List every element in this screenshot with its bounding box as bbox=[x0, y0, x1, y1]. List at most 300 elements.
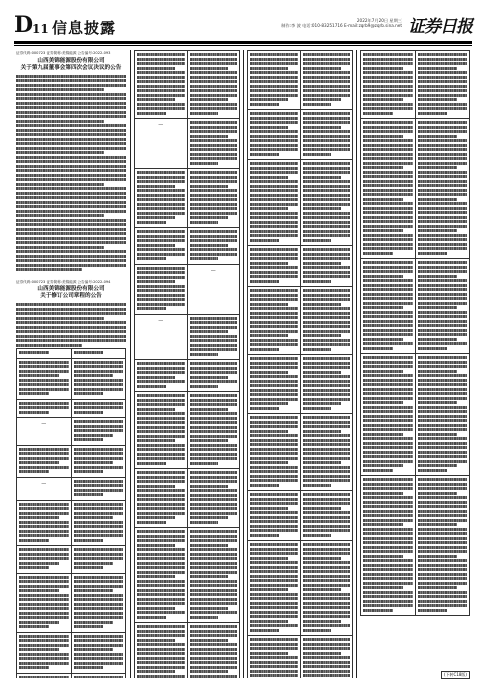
text-line bbox=[19, 644, 69, 647]
text-line bbox=[190, 207, 238, 210]
text-line bbox=[303, 643, 351, 646]
text-line bbox=[137, 230, 185, 233]
text-line bbox=[137, 648, 185, 651]
text-line bbox=[190, 80, 238, 83]
text-line bbox=[418, 234, 468, 237]
text-line bbox=[363, 604, 413, 607]
text-line bbox=[303, 534, 332, 537]
text-line bbox=[250, 434, 298, 437]
text-line bbox=[303, 484, 332, 487]
text-line bbox=[137, 112, 166, 115]
text-line bbox=[74, 612, 124, 615]
text-line bbox=[363, 135, 403, 138]
text-line bbox=[16, 138, 126, 141]
text-line bbox=[19, 589, 59, 592]
text-line bbox=[190, 584, 238, 587]
table-row bbox=[248, 287, 352, 355]
text-line bbox=[303, 189, 351, 192]
text-line bbox=[19, 607, 69, 610]
text-line bbox=[363, 130, 413, 133]
text-line bbox=[137, 244, 175, 247]
text-line bbox=[363, 582, 413, 585]
text-line bbox=[418, 519, 468, 522]
announcement-id-line: 证券代码:000723 证券简称:美锦能源 公告编号:2022-094 bbox=[16, 279, 111, 284]
text-line bbox=[250, 511, 298, 514]
text-line bbox=[303, 144, 351, 147]
text-line bbox=[303, 393, 351, 396]
text-line bbox=[190, 71, 238, 74]
text-line bbox=[137, 62, 185, 65]
text-line bbox=[418, 53, 468, 56]
text-line bbox=[363, 356, 413, 359]
text-line bbox=[16, 237, 126, 240]
text-line bbox=[137, 611, 185, 614]
text-line bbox=[250, 461, 288, 464]
text-line bbox=[190, 607, 228, 610]
text-line bbox=[19, 621, 59, 624]
text-line bbox=[74, 470, 104, 473]
text-line bbox=[190, 616, 219, 619]
text-line bbox=[137, 575, 175, 578]
text-line bbox=[418, 397, 468, 400]
text-line bbox=[74, 594, 124, 597]
text-line bbox=[418, 211, 468, 214]
text-line bbox=[16, 205, 126, 208]
text-line bbox=[16, 88, 104, 91]
text-line bbox=[19, 530, 69, 533]
text-line bbox=[250, 266, 298, 269]
text-line bbox=[250, 103, 279, 106]
text-line bbox=[190, 476, 238, 479]
text-line bbox=[303, 330, 351, 333]
text-line bbox=[418, 446, 468, 449]
text-line bbox=[250, 316, 298, 319]
column-divider bbox=[356, 50, 357, 678]
text-line bbox=[363, 492, 403, 495]
text-line bbox=[418, 356, 468, 359]
text-line bbox=[363, 202, 413, 205]
text-line bbox=[303, 570, 351, 573]
text-line bbox=[303, 430, 341, 433]
text-line bbox=[363, 451, 413, 454]
text-line bbox=[19, 548, 69, 551]
text-line bbox=[74, 653, 124, 656]
text-line bbox=[363, 333, 413, 336]
text-line bbox=[250, 615, 298, 618]
text-line bbox=[250, 457, 298, 460]
text-line bbox=[363, 157, 413, 160]
text-line bbox=[418, 266, 468, 269]
text-line bbox=[250, 624, 298, 627]
text-line bbox=[16, 151, 104, 154]
text-line bbox=[363, 586, 403, 589]
text-line bbox=[363, 67, 403, 70]
text-line bbox=[74, 548, 124, 551]
text-line bbox=[303, 176, 341, 179]
text-line bbox=[137, 235, 185, 238]
text-line bbox=[250, 221, 298, 224]
text-line bbox=[303, 647, 351, 650]
text-line bbox=[137, 307, 166, 310]
text-line bbox=[418, 329, 468, 332]
text-line bbox=[250, 130, 298, 133]
text-line bbox=[363, 220, 413, 223]
text-line bbox=[74, 370, 124, 373]
text-line bbox=[137, 480, 185, 483]
text-line bbox=[137, 408, 175, 411]
text-line bbox=[363, 98, 403, 101]
text-line bbox=[250, 588, 288, 591]
text-line bbox=[303, 67, 341, 70]
text-line bbox=[363, 523, 403, 526]
text-line bbox=[190, 139, 238, 142]
text-line bbox=[418, 139, 468, 142]
text-line bbox=[303, 511, 351, 514]
text-line bbox=[190, 598, 238, 601]
text-line bbox=[250, 575, 298, 578]
text-line bbox=[137, 516, 175, 519]
text-line bbox=[190, 566, 238, 569]
text-line bbox=[363, 568, 413, 571]
text-line bbox=[418, 361, 468, 364]
text-line bbox=[190, 194, 238, 197]
text-line bbox=[16, 335, 126, 338]
text-line bbox=[303, 407, 332, 410]
text-line bbox=[137, 376, 175, 379]
text-line bbox=[250, 94, 298, 97]
text-line bbox=[418, 564, 468, 567]
text-line bbox=[418, 107, 468, 110]
text-line bbox=[250, 375, 298, 378]
table-row bbox=[135, 169, 239, 228]
text-line bbox=[303, 253, 351, 256]
text-line bbox=[303, 85, 351, 88]
text-line bbox=[16, 102, 126, 105]
text-line bbox=[250, 298, 298, 301]
text-line bbox=[19, 461, 59, 464]
text-line bbox=[16, 250, 126, 253]
text-line bbox=[137, 666, 185, 669]
text-line bbox=[74, 530, 124, 533]
text-line bbox=[250, 534, 279, 537]
text-line bbox=[19, 402, 69, 405]
text-line bbox=[418, 568, 468, 571]
text-line bbox=[250, 389, 298, 392]
text-line bbox=[418, 464, 458, 467]
text-line bbox=[250, 602, 298, 605]
text-line bbox=[418, 135, 458, 138]
text-line bbox=[418, 98, 458, 101]
text-line bbox=[19, 566, 49, 569]
text-line bbox=[363, 505, 413, 508]
text-line bbox=[137, 248, 185, 251]
text-line bbox=[363, 315, 413, 318]
text-line bbox=[137, 602, 185, 605]
text-line bbox=[16, 339, 126, 342]
table-row bbox=[248, 491, 352, 541]
text-line bbox=[418, 419, 468, 422]
text-line bbox=[250, 493, 298, 496]
text-line bbox=[363, 302, 413, 305]
text-line bbox=[363, 234, 413, 237]
text-line bbox=[303, 216, 351, 219]
text-line bbox=[303, 257, 351, 260]
text-line bbox=[19, 452, 69, 455]
text-line bbox=[74, 365, 124, 368]
table-row bbox=[135, 119, 239, 169]
text-line bbox=[137, 107, 185, 110]
text-line bbox=[190, 548, 238, 551]
text-line bbox=[250, 126, 288, 129]
text-line bbox=[418, 229, 458, 232]
text-line bbox=[190, 335, 238, 338]
text-line bbox=[303, 212, 351, 215]
text-line bbox=[303, 475, 351, 478]
text-line bbox=[250, 638, 298, 641]
text-line bbox=[250, 89, 298, 92]
text-line bbox=[19, 580, 69, 583]
text-line bbox=[418, 442, 468, 445]
text-line bbox=[250, 452, 298, 455]
text-line bbox=[363, 424, 413, 427]
text-line bbox=[418, 279, 468, 282]
text-line bbox=[19, 585, 69, 588]
text-line bbox=[363, 564, 413, 567]
text-line bbox=[418, 247, 468, 250]
text-line bbox=[363, 478, 413, 481]
text-line bbox=[190, 412, 238, 415]
text-line bbox=[418, 180, 468, 183]
text-line bbox=[418, 415, 468, 418]
text-line bbox=[190, 516, 228, 519]
text-line bbox=[137, 643, 185, 646]
text-line bbox=[190, 135, 228, 138]
text-line bbox=[303, 112, 351, 115]
text-line bbox=[363, 320, 413, 323]
text-line bbox=[303, 584, 351, 587]
text-line bbox=[250, 167, 298, 170]
text-line bbox=[363, 189, 413, 192]
text-line bbox=[250, 479, 298, 482]
text-line bbox=[137, 652, 185, 655]
text-line bbox=[190, 675, 238, 678]
text-line bbox=[418, 401, 458, 404]
text-line bbox=[250, 271, 298, 274]
text-line bbox=[250, 357, 298, 360]
text-line bbox=[19, 603, 69, 606]
text-line bbox=[250, 76, 298, 79]
text-line bbox=[418, 148, 468, 151]
text-line bbox=[418, 94, 468, 97]
text-line bbox=[250, 502, 298, 505]
text-line bbox=[190, 253, 238, 256]
text-line bbox=[19, 512, 69, 515]
text-line bbox=[137, 593, 185, 596]
text-line bbox=[363, 550, 413, 553]
text-line bbox=[250, 543, 298, 546]
text-line bbox=[16, 223, 126, 226]
text-line bbox=[137, 285, 185, 288]
text-line bbox=[418, 58, 468, 61]
text-line bbox=[74, 512, 124, 515]
text-line bbox=[303, 221, 351, 224]
text-line bbox=[137, 584, 185, 587]
text-line bbox=[418, 293, 468, 296]
text-line bbox=[418, 577, 468, 580]
text-line bbox=[74, 429, 124, 432]
text-line bbox=[363, 198, 403, 201]
text-line bbox=[363, 225, 413, 228]
text-line bbox=[303, 357, 351, 360]
text-line bbox=[418, 365, 468, 368]
text-line bbox=[303, 339, 351, 342]
amendment-table bbox=[134, 50, 240, 678]
text-line bbox=[250, 520, 298, 523]
text-line bbox=[250, 470, 298, 473]
text-line bbox=[418, 220, 468, 223]
text-line bbox=[137, 539, 185, 542]
continued-tag: (下转C18版) bbox=[441, 671, 470, 679]
text-line bbox=[250, 62, 298, 65]
text-line bbox=[418, 85, 468, 88]
text-line bbox=[190, 408, 228, 411]
text-line bbox=[74, 666, 104, 669]
text-line bbox=[137, 98, 175, 101]
text-line bbox=[418, 388, 468, 391]
text-line bbox=[418, 103, 468, 106]
text-line bbox=[190, 562, 238, 565]
masthead bbox=[14, 14, 472, 40]
text-line bbox=[418, 126, 468, 129]
text-line bbox=[250, 430, 288, 433]
text-line bbox=[74, 484, 124, 487]
text-line bbox=[418, 528, 468, 531]
text-line bbox=[303, 316, 351, 319]
text-line bbox=[74, 493, 104, 496]
text-line bbox=[16, 93, 126, 96]
text-line bbox=[16, 174, 126, 177]
text-line bbox=[303, 588, 341, 591]
text-line bbox=[137, 457, 185, 460]
text-line bbox=[190, 185, 228, 188]
text-line bbox=[363, 501, 413, 504]
text-line bbox=[250, 85, 298, 88]
text-line bbox=[19, 406, 69, 409]
text-line bbox=[190, 571, 238, 574]
text-line bbox=[303, 153, 332, 156]
text-line bbox=[250, 307, 298, 310]
text-line bbox=[418, 591, 468, 594]
text-line bbox=[137, 634, 185, 637]
text-line bbox=[418, 130, 468, 133]
table-row bbox=[135, 469, 239, 528]
text-line bbox=[363, 162, 413, 165]
text-line bbox=[418, 320, 468, 323]
text-line bbox=[418, 586, 458, 589]
text-line bbox=[418, 451, 468, 454]
text-line bbox=[190, 162, 219, 165]
text-line bbox=[250, 348, 279, 351]
text-line bbox=[363, 342, 413, 345]
text-line bbox=[418, 76, 468, 79]
text-line bbox=[137, 630, 185, 633]
text-line bbox=[303, 624, 351, 627]
text-line bbox=[19, 662, 69, 665]
text-line bbox=[303, 498, 351, 501]
text-line bbox=[363, 437, 413, 440]
text-line bbox=[250, 248, 298, 251]
text-line bbox=[190, 348, 238, 351]
text-line bbox=[250, 597, 298, 600]
announcement-company: 山西美锦能源股份有限公司 bbox=[37, 57, 105, 64]
text-line bbox=[250, 216, 298, 219]
text-line bbox=[250, 629, 279, 632]
text-line bbox=[418, 297, 468, 300]
text-line bbox=[137, 548, 185, 551]
text-line bbox=[363, 297, 413, 300]
text-line bbox=[363, 329, 413, 332]
text-line bbox=[363, 238, 413, 241]
table-row bbox=[248, 160, 352, 246]
text-line bbox=[250, 439, 298, 442]
text-line bbox=[16, 79, 126, 82]
text-line bbox=[250, 289, 298, 292]
text-line bbox=[363, 365, 413, 368]
text-line bbox=[418, 410, 468, 413]
text-line bbox=[190, 76, 238, 79]
text-line bbox=[190, 85, 238, 88]
text-line bbox=[137, 367, 185, 370]
text-line bbox=[19, 392, 49, 395]
text-line bbox=[418, 496, 468, 499]
text-line bbox=[363, 261, 413, 264]
text-line bbox=[250, 529, 298, 532]
text-line bbox=[137, 476, 185, 479]
table-row bbox=[17, 418, 125, 446]
text-line bbox=[190, 157, 238, 160]
text-line bbox=[74, 461, 114, 464]
text-line bbox=[137, 498, 185, 501]
text-line bbox=[137, 462, 166, 465]
text-line bbox=[250, 212, 298, 215]
text-line bbox=[418, 162, 468, 165]
text-line bbox=[363, 370, 403, 373]
text-line bbox=[74, 589, 114, 592]
text-line bbox=[19, 516, 59, 519]
text-line bbox=[190, 489, 238, 492]
text-line bbox=[190, 634, 238, 637]
text-line bbox=[250, 148, 298, 151]
text-line bbox=[250, 325, 298, 328]
text-line bbox=[19, 657, 69, 660]
text-line bbox=[250, 611, 298, 614]
amendment-table bbox=[16, 348, 126, 678]
text-line bbox=[250, 665, 298, 668]
text-line bbox=[137, 471, 185, 474]
text-line bbox=[303, 234, 351, 237]
text-line bbox=[137, 185, 175, 188]
table-row bbox=[135, 265, 239, 315]
text-line bbox=[363, 284, 413, 287]
text-line bbox=[303, 162, 351, 165]
text-line bbox=[418, 189, 468, 192]
text-line bbox=[418, 424, 468, 427]
text-line bbox=[19, 457, 69, 460]
table-row bbox=[135, 392, 239, 469]
text-line bbox=[250, 448, 298, 451]
text-line bbox=[250, 416, 298, 419]
text-line bbox=[190, 112, 219, 115]
